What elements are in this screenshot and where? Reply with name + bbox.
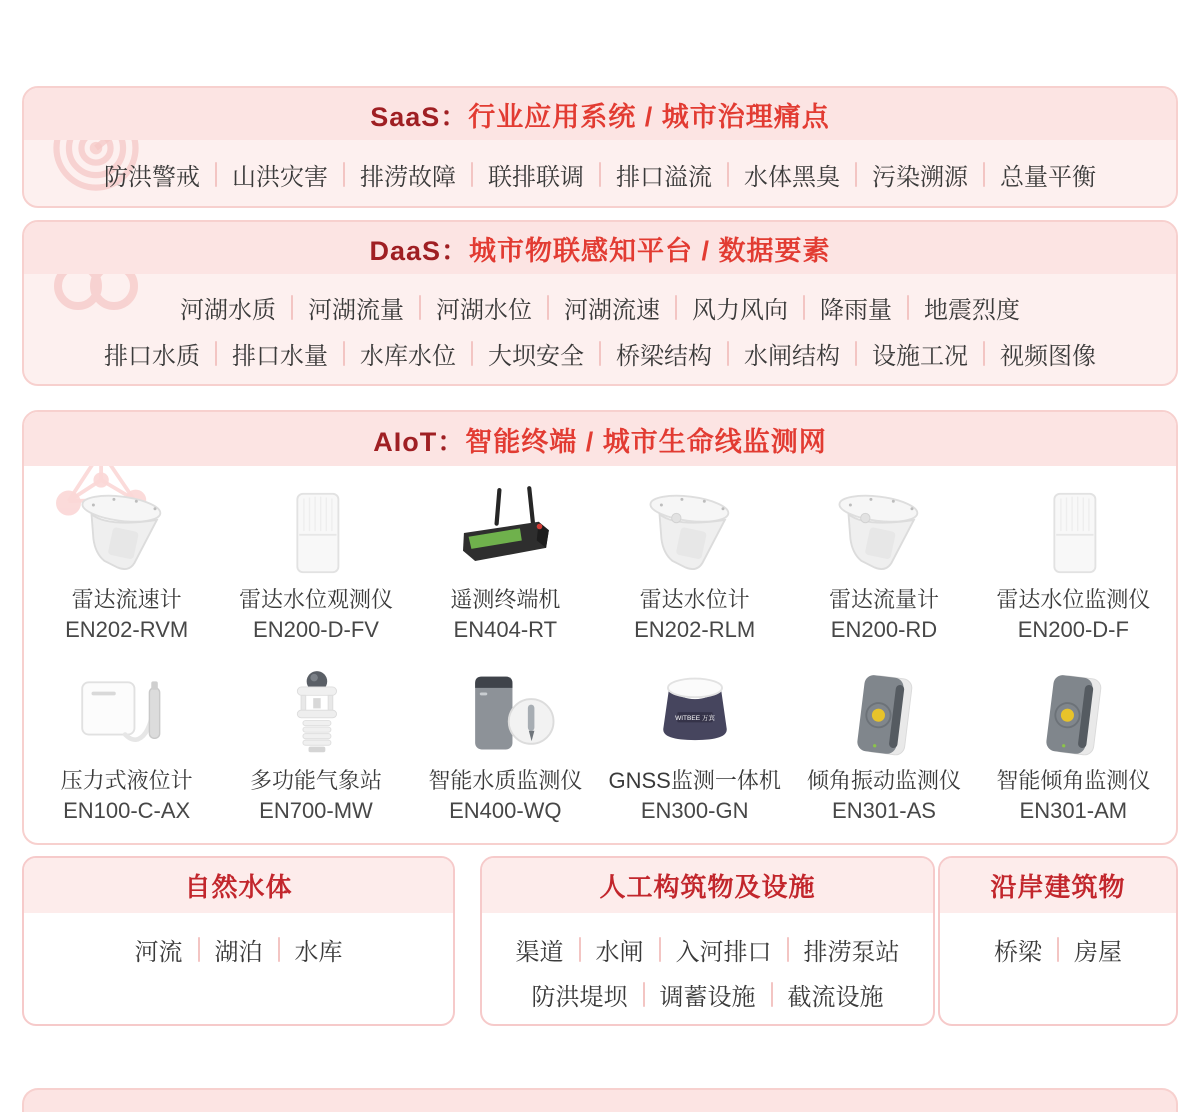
product-card <box>32 659 221 826</box>
scenario-item: 水闸 <box>595 939 644 966</box>
artificial-structures-title: 人工构筑物及设施 <box>482 858 933 913</box>
scenario-item: 桥梁 <box>994 939 1042 966</box>
product-model: EN200-D-F <box>1017 617 1129 642</box>
saas-title <box>370 95 830 134</box>
daas-item: 地震烈度 <box>924 296 1020 324</box>
product-name: 雷达流量计 <box>828 587 939 612</box>
saas-item: 污染溯源 <box>872 163 968 191</box>
product-card <box>32 478 221 645</box>
daas-item: 桥梁结构 <box>616 342 712 370</box>
scenario-item: 防洪堤坝 <box>531 984 628 1011</box>
telemetry-router-image <box>449 486 561 580</box>
coastal-buildings-body <box>940 913 1176 972</box>
product-image <box>411 478 600 580</box>
scenario-item: 水库 <box>294 939 343 966</box>
radar-sensor-image <box>828 486 940 580</box>
product-image <box>411 659 600 761</box>
product-card <box>221 478 410 645</box>
daas-section <box>22 220 1178 386</box>
daas-body <box>24 274 1176 386</box>
product-model: EN100-C-AX <box>63 798 191 823</box>
artificial-structures-items-row-2 <box>517 972 899 1017</box>
tilt-sensor-image <box>828 667 940 761</box>
radar-sensor-image <box>639 486 751 580</box>
coastal-buildings-box <box>938 856 1178 1026</box>
saas-item: 山洪灾害 <box>232 163 328 191</box>
daas-items-row-1 <box>24 284 1176 330</box>
daas-item: 河湖流量 <box>308 296 404 324</box>
daas-item: 河湖流速 <box>564 296 660 324</box>
product-card <box>600 659 789 826</box>
product-image <box>32 659 221 761</box>
partial-next-section-strip <box>22 1088 1178 1112</box>
artificial-structures-box <box>480 856 935 1026</box>
scenario-item: 入河排口 <box>675 939 772 966</box>
natural-water-body <box>24 913 453 972</box>
daas-item: 水库水位 <box>360 342 456 370</box>
product-name: 雷达水位监测仪 <box>996 587 1151 612</box>
daas-header-band <box>24 222 1176 274</box>
product-model: EN202-RLM <box>634 617 756 642</box>
product-model: EN200-RD <box>830 617 938 642</box>
daas-item: 降雨量 <box>820 296 892 324</box>
product-image <box>789 659 978 761</box>
product-image <box>221 659 410 761</box>
product-name: 雷达水位计 <box>639 587 750 612</box>
product-name: 智能水质监测仪 <box>428 768 583 793</box>
radar-sensor-image <box>71 486 183 580</box>
product-model: EN301-AM <box>1019 798 1128 823</box>
daas-item: 风力风向 <box>692 296 788 324</box>
product-name: 雷达流速计 <box>71 587 182 612</box>
daas-item: 视频图像 <box>1000 342 1096 370</box>
water-quality-image <box>449 667 561 761</box>
saas-items-row <box>24 140 1176 208</box>
scenario-item: 排涝泵站 <box>803 939 900 966</box>
natural-water-title: 自然水体 <box>24 858 453 913</box>
saas-header-band <box>24 88 1176 140</box>
product-name: 遥测终端机 <box>450 587 561 612</box>
daas-item: 设施工况 <box>872 342 968 370</box>
daas-item: 排口水量 <box>232 342 328 370</box>
product-card <box>600 478 789 645</box>
daas-item: 水闸结构 <box>744 342 840 370</box>
product-image <box>979 478 1168 580</box>
pressure-probe-image <box>71 667 183 761</box>
gnss-unit-image <box>639 667 751 761</box>
product-card <box>411 659 600 826</box>
scenario-item: 截流设施 <box>787 984 884 1011</box>
saas-item: 排涝故障 <box>360 163 456 191</box>
aiot-section <box>22 410 1178 845</box>
product-card <box>979 478 1168 645</box>
coastal-buildings-title: 沿岸建筑物 <box>940 858 1176 913</box>
product-name: 压力式液位计 <box>60 768 193 793</box>
daas-title <box>369 229 830 268</box>
daas-title-prefix: DaaS： <box>369 235 470 266</box>
saas-section <box>22 86 1178 208</box>
product-card <box>979 659 1168 826</box>
weather-station-image <box>260 667 372 761</box>
product-card <box>789 659 978 826</box>
product-model: EN300-GN <box>640 798 749 823</box>
product-card <box>221 659 410 826</box>
daas-item: 河湖水位 <box>436 296 532 324</box>
daas-item: 河湖水质 <box>180 296 276 324</box>
scenario-item: 调蓄设施 <box>659 984 756 1011</box>
aiot-header-band <box>24 412 1176 466</box>
product-model: EN301-AS <box>832 798 936 823</box>
saas-item: 联排联调 <box>488 163 584 191</box>
product-image <box>221 478 410 580</box>
product-card <box>789 478 978 645</box>
scenario-item: 渠道 <box>515 939 564 966</box>
product-name: 智能倾角监测仪 <box>996 768 1151 793</box>
scenario-item: 房屋 <box>1074 939 1122 966</box>
product-name: 雷达水位观测仪 <box>238 587 393 612</box>
product-model: EN700-MW <box>259 798 373 823</box>
product-model: EN400-WQ <box>449 798 562 823</box>
scenario-item: 湖泊 <box>214 939 263 966</box>
product-card <box>411 478 600 645</box>
coastal-buildings-items <box>979 927 1137 972</box>
saas-item: 总量平衡 <box>1000 163 1096 191</box>
aiot-title <box>373 420 827 459</box>
daas-item: 大坝安全 <box>488 342 584 370</box>
saas-title-main: 行业应用系统 / 城市治理痛点 <box>468 101 830 132</box>
product-image <box>789 478 978 580</box>
tilt-sensor-image <box>1017 667 1129 761</box>
product-name: 多功能气象站 <box>249 768 382 793</box>
aiot-title-prefix: AIoT： <box>373 426 466 457</box>
scenario-item: 河流 <box>134 939 183 966</box>
white-cube-image <box>260 486 372 580</box>
product-name: 倾角振动监测仪 <box>806 768 961 793</box>
product-image <box>979 659 1168 761</box>
daas-title-main: 城市物联感知平台 / 数据要素 <box>469 235 831 266</box>
product-model: EN200-D-FV <box>253 617 379 642</box>
natural-water-items <box>120 927 358 972</box>
saas-item: 水体黑臭 <box>744 163 840 191</box>
daas-item: 排口水质 <box>104 342 200 370</box>
product-image <box>32 478 221 580</box>
product-model: EN404-RT <box>453 617 558 642</box>
product-image <box>600 478 789 580</box>
aiot-products-row-2 <box>24 659 1176 826</box>
natural-water-box <box>22 856 455 1026</box>
saas-title-prefix: SaaS： <box>370 101 469 132</box>
product-image <box>600 659 789 761</box>
artificial-structures-body <box>482 913 933 1017</box>
saas-item: 排口溢流 <box>616 163 712 191</box>
white-cube-image <box>1017 486 1129 580</box>
product-model: EN202-RVM <box>65 617 189 642</box>
aiot-title-main: 智能终端 / 城市生命线监测网 <box>465 426 827 457</box>
artificial-structures-items-row-1 <box>501 927 915 972</box>
aiot-products-row-1 <box>24 478 1176 645</box>
gnss-brand-label: WITBEE 万宾 <box>674 715 715 723</box>
daas-items-row-2 <box>24 330 1176 376</box>
saas-item: 防洪警戒 <box>104 163 200 191</box>
product-name: GNSS监测一体机 <box>608 768 781 793</box>
